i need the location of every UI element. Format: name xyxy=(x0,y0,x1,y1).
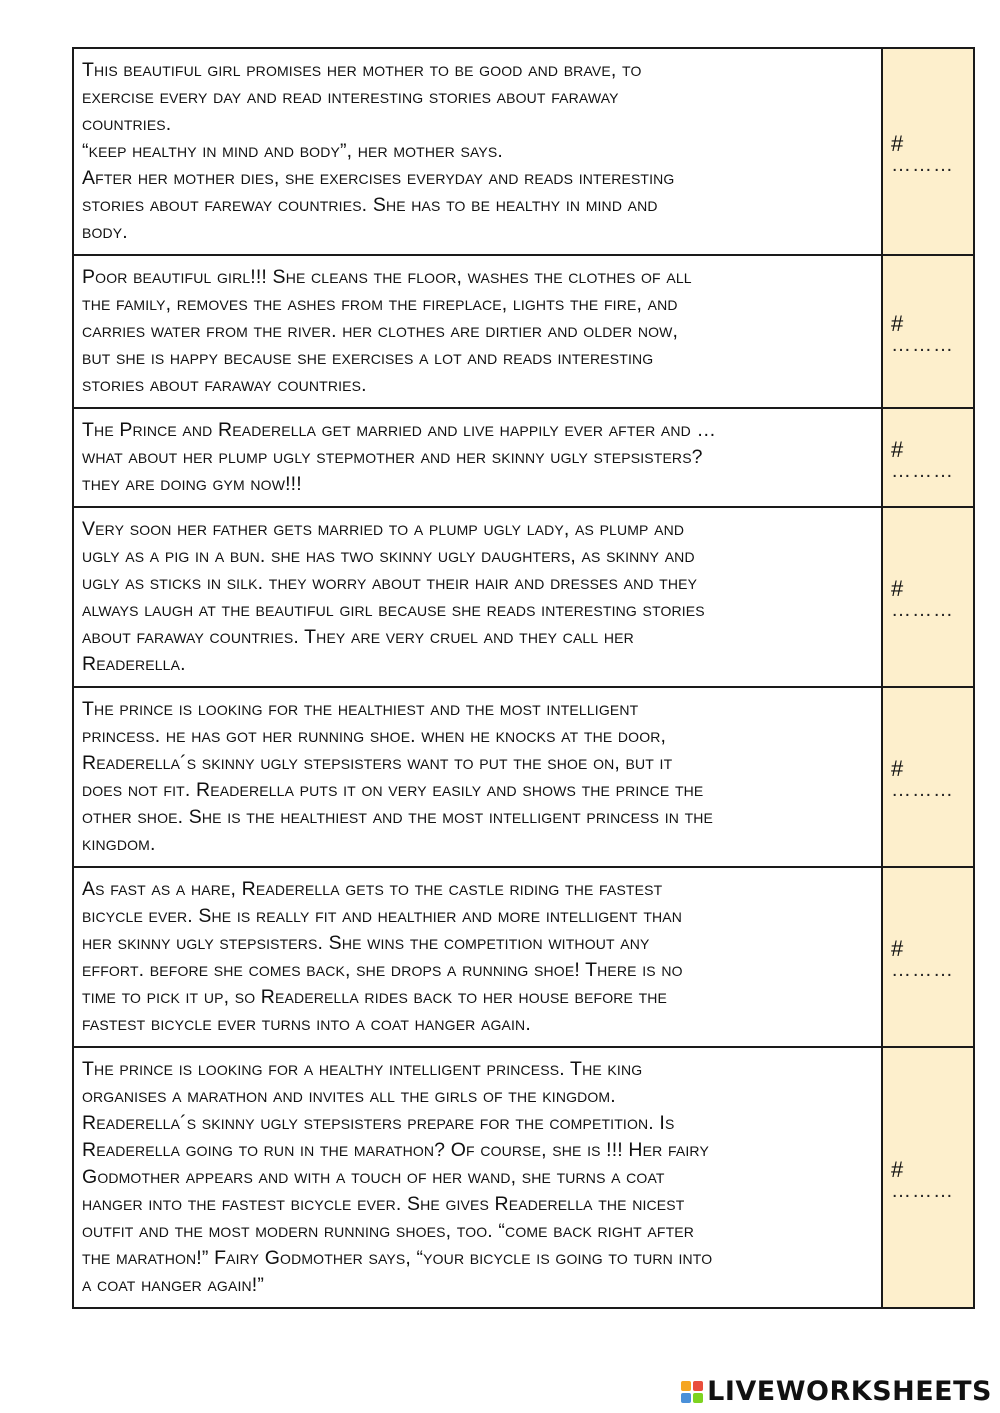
answer-blank[interactable]: ……… xyxy=(891,959,954,981)
logo-text: LIVEWORKSHEETS xyxy=(707,1376,992,1407)
hash-symbol: # xyxy=(891,1156,904,1182)
order-answer-cell[interactable] xyxy=(882,867,974,1047)
table-row xyxy=(73,867,974,1047)
story-text-cell xyxy=(73,687,882,867)
answer-blank[interactable]: ……… xyxy=(891,153,954,176)
logo-square xyxy=(693,1381,703,1391)
order-answer-cell[interactable] xyxy=(882,255,974,408)
story-text-cell xyxy=(73,507,882,687)
story-text: The prince is looking for a healthy intelligent princess. The king organises a marathon and invites all the girls of the kingdom. Readerella´s skinny ugly stepsisters prepare for the competition. Is Readerella going to run in the marathon? Of course, she is !!! Her fairy Godmother appears and with a touch of her wand, she turns a coat hanger into the fastest bicycle ever. She gives Readerella the nicest outfit and the most modern running shoes, too. “come back right after the marathon!” Fairy Godmother says, “your bicycle is going to turn into a coat hanger again!” xyxy=(82,1058,713,1296)
table-row xyxy=(73,255,974,408)
story-text: Poor beautiful girl!!! She cleans the floor, washes the clothes of all the family, removes the ashes from the fireplace, lights the fire, and carries water from the river. her clothes are dirtier and older now, but she is happy because she exercises a lot and reads interesting stories about faraway countries. xyxy=(82,266,692,396)
story-text: As fast as a hare, Readerella gets to the castle riding the fastest bicycle ever. She is really fit and healthier and more intelligent than her skinny ugly stepsisters. She wins the competition without any effort. before she comes back, she drops a running shoe! There is no time to pick it up, so Readerella rides back to her house before the fastest bicycle ever turns into a coat hanger again. xyxy=(82,878,683,1035)
logo-square xyxy=(693,1393,703,1403)
hash-symbol: # xyxy=(891,576,904,601)
hash-symbol: # xyxy=(891,436,904,462)
table-row xyxy=(73,1047,974,1308)
table-row xyxy=(73,507,974,687)
order-answer-cell[interactable] xyxy=(882,687,974,867)
story-text-cell xyxy=(73,408,882,507)
table-row xyxy=(73,408,974,507)
table-row xyxy=(73,48,974,255)
story-text-cell xyxy=(73,255,882,408)
logo-square xyxy=(681,1381,691,1391)
order-answer-cell[interactable] xyxy=(882,408,974,507)
story-table xyxy=(72,47,975,1309)
answer-blank[interactable]: ……… xyxy=(891,599,954,621)
hash-symbol: # xyxy=(891,756,904,781)
answer-blank[interactable]: ……… xyxy=(891,779,954,801)
hash-symbol: # xyxy=(891,310,904,336)
logo-icon xyxy=(681,1381,703,1403)
order-answer-cell[interactable] xyxy=(882,48,974,255)
story-text: This beautiful girl promises her mother to be good and brave, to exercise every day and read interesting stories about faraway countries. “keep healthy in mind and body”, her mother says. After her mother dies, she exercises everyday and reads interesting stories about fareway countries. She has to be healthy in mind and body. xyxy=(82,59,675,243)
story-text: Very soon her father gets married to a plump ugly lady, as plump and ugly as a pig in a bun. she has two skinny ugly daughters, as skinny and ugly as sticks in silk. they worry about their hair and dresses and they always laugh at the beautiful girl because she reads interesting stories about faraway countries. They are very cruel and they call her Readerella. xyxy=(82,518,705,675)
order-answer-cell[interactable] xyxy=(882,507,974,687)
story-text-cell xyxy=(73,48,882,255)
story-text-cell xyxy=(73,867,882,1047)
hash-symbol: # xyxy=(891,130,904,156)
table-row xyxy=(73,687,974,867)
answer-blank[interactable]: ……… xyxy=(891,1179,954,1202)
order-answer-cell[interactable] xyxy=(882,1047,974,1308)
story-text-cell xyxy=(73,1047,882,1308)
answer-blank[interactable]: ……… xyxy=(891,459,954,482)
story-text: The Prince and Readerella get married and live happily ever after and … what about her plump ugly stepmother and her skinny ugly stepsisters? they are doing gym now!!! xyxy=(82,419,717,495)
logo-square xyxy=(681,1393,691,1403)
hash-symbol: # xyxy=(891,936,904,961)
story-text: The prince is looking for the healthiest and the most intelligent princess. he has got her running shoe. when he knocks at the door, Readerella´s skinny ugly stepsisters want to put the shoe on, but it does not fit. Readerella puts it on very easily and shows the prince the other shoe. She is the healthiest and the most intelligent princess in the kingdom. xyxy=(82,698,714,855)
answer-blank[interactable]: ……… xyxy=(891,333,954,356)
liveworksheets-logo xyxy=(681,1376,992,1407)
